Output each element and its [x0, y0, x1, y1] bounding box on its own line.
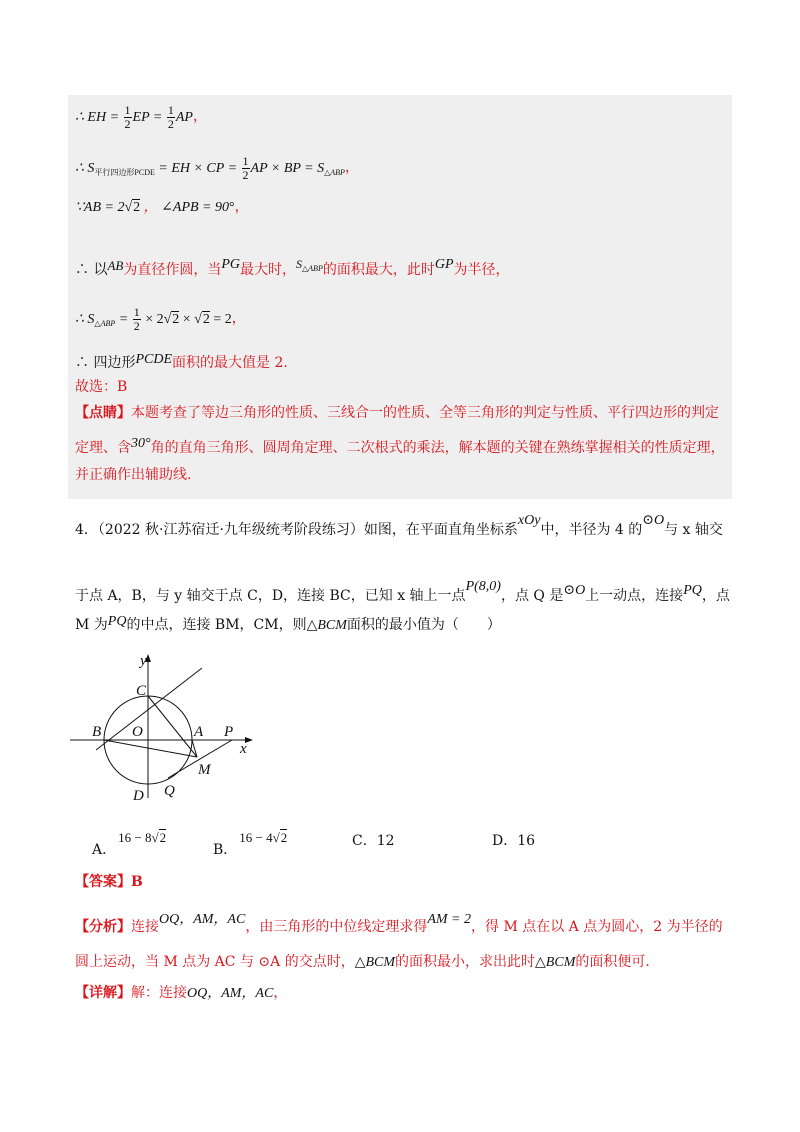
label-y: y: [140, 653, 147, 669]
problem-line-2: 于点 A，B，与 y 轴交于点 C，D，连接 BC，已知 x 轴上一点P(8,0)，点 Q 是⊙O上一动点，连接PQ，点: [75, 579, 730, 604]
analysis-line-1: 【分析】连接OQ，AM，AC，由三角形的中位线定理求得AM = 2，得 M 点在以 A 点为圆心，2 为半径的: [75, 912, 723, 935]
s-abp: $S_{\triangle ABP}$: [296, 257, 323, 273]
geometry-figure: [60, 650, 260, 805]
solution-line-5: ∴ $S_{\triangle ABP}$ = $\frac{1}{2}$ × 2√2 × √2 = 2，: [75, 305, 246, 333]
option-c[interactable]: C．12: [352, 833, 395, 849]
label-b: B: [92, 724, 102, 740]
eq-ab-angle: ∵AB = 2√2 ， ∠APB = 90°: [75, 200, 235, 215]
problem-line-1: 4．（2022 秋·江苏宿迁·九年级统考阶段练习）如图，在平面直角坐标系xOy中，半径为 4 的⊙O与 x 轴交: [75, 513, 723, 538]
dianjing-line-1: 【点睛】本题考查了等边三角形的性质、三线合一的性质、全等三角形的判定与性质、平行四边形的判定: [75, 405, 719, 421]
segment-bm: [104, 740, 197, 757]
option-d[interactable]: D．16: [492, 833, 536, 849]
label-x: x: [240, 741, 247, 757]
label-a: A: [194, 724, 204, 740]
choice-line: 故选：B: [75, 379, 128, 395]
line-bc: [96, 668, 202, 750]
eq-eh: ∴ EH = $\frac{1}{2}$ EP = $\frac{1}{2}$ AP: [75, 103, 193, 131]
solution-line-1: ∴ EH = $\frac{1}{2}$ EP = $\frac{1}{2}$ AP，: [75, 103, 207, 131]
solution-line-4: ∴ 以AB为直径作圆，当PG最大时，$S_{\triangle ABP}$的面积最大，此时GP为半径，: [75, 257, 510, 278]
eq-area-parallelogram: ∴ $S_{平行四边形PCDE}$ = EH × CP = $\frac{1}{2}$ AP × BP = $S_{\triangle ABP}$: [75, 154, 345, 182]
label-p: P: [224, 724, 234, 740]
answer-line: 【答案】B: [75, 874, 143, 890]
solution-line-3: ∵AB = 2√2 ， ∠APB = 90°，: [75, 199, 249, 215]
problem-line-3: M 为PQ的中点，连接 BM，CM，则△BCM面积的最小值为（ ）: [75, 614, 501, 633]
option-b[interactable]: B．16 − 4√2: [213, 830, 288, 858]
label-c: C: [136, 683, 147, 699]
label-o: O: [132, 724, 143, 740]
solution-line-6: ∴ 四边形PCDE面积的最大值是 2.: [75, 352, 288, 371]
eq-s-abp: ∴ $S_{\triangle ABP}$ = $\frac{1}{2}$ × 2√2 × √2 = 2: [75, 305, 232, 333]
dianjing-line-3: 并正确作出辅助线.: [75, 467, 192, 483]
solution-line-2: ∴ $S_{平行四边形PCDE}$ = EH × CP = $\frac{1}{2}$ AP × BP = $S_{\triangle ABP}$，: [75, 154, 359, 182]
option-a[interactable]: A．16 − 8√2: [92, 830, 167, 858]
label-m: M: [198, 762, 211, 778]
label-d: D: [133, 788, 144, 804]
dianjing-line-2: 定理、含30°角的直角三角形、圆周角定理、二次根式的乘法，解本题的关键在熟练掌握相关的性质定理，: [75, 436, 725, 456]
analysis-line-2: 圆上运动，当 M 点为 AC 与 ⊙A 的交点时，△BCM的面积最小，求出此时△BCM的面积便可.: [75, 954, 650, 970]
detail-line-1: 【详解】解：连接OQ，AM，AC，: [75, 985, 288, 1001]
label-q: Q: [164, 783, 175, 799]
